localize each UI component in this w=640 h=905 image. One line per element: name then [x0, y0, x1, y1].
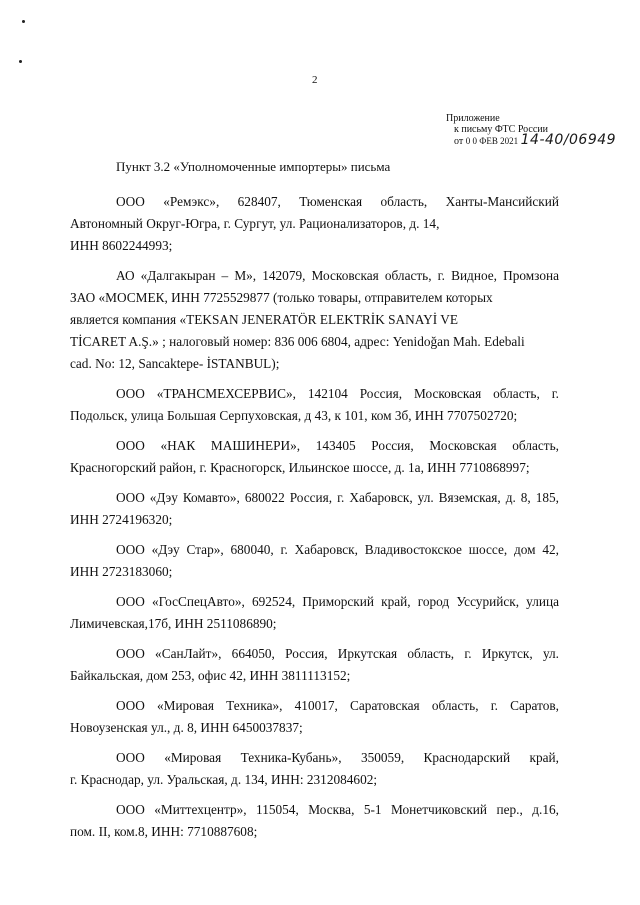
importer-entry: [70, 643, 559, 687]
entry-line: ООО «ГосСпецАвто», 692524, Приморский край, город Уссурийск, улица: [116, 594, 559, 609]
entry-line: ИНН 2724196320;: [70, 512, 173, 527]
annex-date: 0 0 ФЕВ 2021: [465, 136, 519, 146]
entry-line: Новоузенская ул., д. 8, ИНН 6450037837;: [70, 720, 303, 735]
entry-line: АО «Далгакыран – М», 142079, Московская область, г. Видное, Промзона: [116, 268, 559, 283]
importer-entry: [70, 591, 559, 635]
importer-entry: [70, 539, 559, 583]
entry-line: ООО «Миттехцентр», 115054, Москва, 5-1 Монетчиковский пер., д.16,: [116, 802, 559, 817]
page-number: 2: [312, 74, 318, 86]
entry-line: TİCARET A.Ş.» ; налоговый номер: 836 006 6804, адрес: Yenidoğan Mah. Edebali: [70, 334, 525, 349]
annex-from-label: от: [454, 136, 464, 147]
entry-line: ООО «НАК МАШИНЕРИ», 143405 Россия, Московская область,: [116, 438, 559, 453]
scan-speck: [22, 20, 25, 23]
importer-entry: [70, 747, 559, 791]
entry-line: ООО «Мировая Техника-Кубань», 350059, Краснодарский край,: [116, 750, 559, 765]
entry-line: Красногорский район, г. Красногорск, Ильинское шоссе, д. 1а, ИНН 7710868997;: [70, 460, 530, 475]
annex-letter-ref: к письму ФТС России: [454, 124, 548, 135]
entry-line: ИНН 8602244993;: [70, 238, 173, 253]
entry-line: ООО «Дэу Комавто», 680022 Россия, г. Хабаровск, ул. Вяземская, д. 8, 185,: [116, 490, 559, 505]
entry-line: cad. No: 12, Sancaktepe- İSTANBUL);: [70, 356, 280, 371]
importer-entry: [70, 191, 559, 257]
scan-speck: [19, 60, 22, 63]
entry-line: ООО «Ремэкс», 628407, Тюменская область, Ханты-Мансийский: [116, 194, 559, 209]
entry-line: ООО «СанЛайт», 664050, Россия, Иркутская область, г. Иркутск, ул.: [116, 646, 559, 661]
importer-entry: [70, 435, 559, 479]
importer-entry: [70, 487, 559, 531]
importer-entry: [70, 265, 559, 375]
entry-line: Подольск, улица Большая Серпуховская, д 43, к 101, ком 3б, ИНН 7707502720;: [70, 408, 518, 423]
annex-number-handwritten: 14-40/06949: [520, 132, 617, 148]
entry-line: ИНН 2723183060;: [70, 564, 173, 579]
importer-entry: [70, 695, 559, 739]
importers-list: [70, 191, 559, 851]
entry-line: ООО «Дэу Стар», 680040, г. Хабаровск, Владивостокское шоссе, дом 42,: [116, 542, 559, 557]
entry-line: Лимичевская,17б, ИНН 2511086890;: [70, 616, 277, 631]
entry-line: Байкальская, дом 253, офис 42, ИНН 3811113152;: [70, 668, 351, 683]
entry-line: ООО «Мировая Техника», 410017, Саратовская область, г. Саратов,: [116, 698, 559, 713]
annex-stamp: [446, 113, 626, 147]
annex-title: Приложение: [446, 113, 500, 124]
entry-line: ООО «ТРАНСМЕХСЕРВИС», 142104 Россия, Московская область, г.: [116, 386, 559, 401]
importer-entry: [70, 799, 559, 843]
entry-line: Автономный Округ-Югра, г. Сургут, ул. Рационализаторов, д. 14,: [70, 216, 440, 231]
entry-line: является компания «TEKSAN JENERATÖR ELEKTRİK SANAYİ VE: [70, 312, 458, 327]
importer-entry: [70, 383, 559, 427]
section-heading: Пункт 3.2 «Уполномоченные импортеры» письма: [116, 159, 391, 174]
entry-line: ЗАО «МОСМЕК, ИНН 7725529877 (только товары, отправителем которых: [70, 290, 493, 305]
entry-line: г. Краснодар, ул. Уральская, д. 134, ИНН: 2312084602;: [70, 772, 378, 787]
entry-line: пом. II, ком.8, ИНН: 7710887608;: [70, 824, 258, 839]
